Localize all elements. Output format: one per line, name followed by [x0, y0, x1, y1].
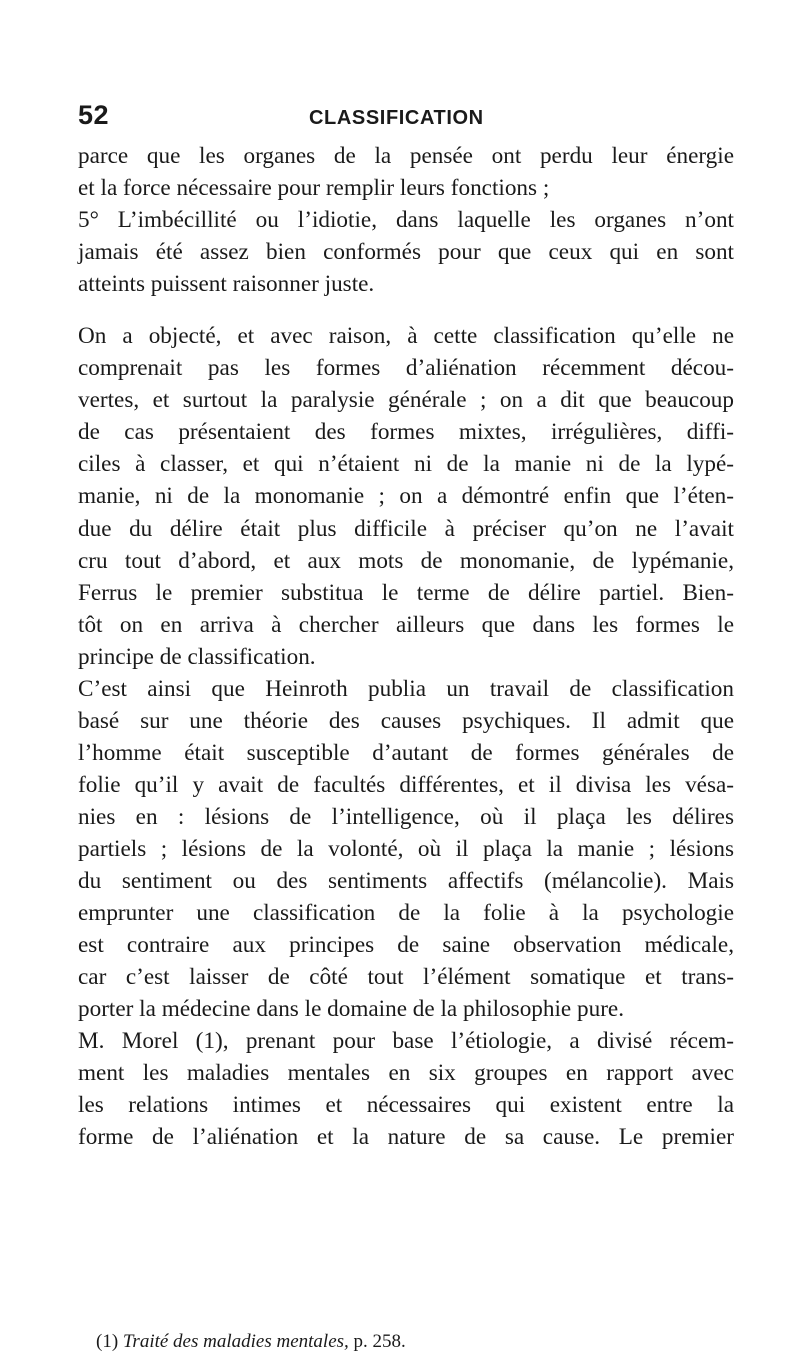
- text-line: tôt on en arriva à chercher ailleurs que dans les formes le: [78, 611, 734, 638]
- text-line: vertes, et surtout la paralysie générale ; on a dit que beaucoup: [78, 387, 734, 414]
- running-head: [78, 96, 734, 136]
- text-line: jamais été assez bien conformés pour que ceux qui en sont: [78, 239, 734, 266]
- text-line: parce que les organes de la pensée ont perdu leur énergie: [78, 143, 734, 169]
- text-line: principe de classification.: [78, 643, 316, 670]
- paragraph-gap: [78, 300, 734, 320]
- text-line: due du délire était plus difficile à préciser qu’on ne l’avait: [78, 515, 734, 542]
- paragraph: [78, 204, 734, 300]
- text-line: forme de l’aliénation et la nature de sa cause. Le premier: [78, 1124, 734, 1151]
- footnote-page-ref: p. 258.: [353, 1331, 406, 1352]
- text-line: de cas présentaient des formes mixtes, irrégulières, diffi-: [78, 419, 734, 446]
- text-line: M. Morel (1), prenant pour base l’étiologie, a divisé récem-: [78, 1028, 734, 1055]
- text-line: l’homme était susceptible d’autant de formes générales de: [78, 739, 734, 766]
- section-title: CLASSIFICATION: [309, 107, 484, 129]
- text-line: 5° L’imbécillité ou l’idiotie, dans laquelle les organes n’ont: [78, 207, 734, 234]
- text-line: car c’est laisser de côté tout l’élément somatique et trans-: [78, 964, 734, 991]
- text-line: folie qu’il y avait de facultés différentes, et il divisa les vésa-: [78, 771, 734, 798]
- text-line: du sentiment ou des sentiments affectifs (mélancolie). Mais: [78, 868, 734, 895]
- text-line: On a objecté, et avec raison, à cette classification qu’elle ne: [78, 323, 734, 350]
- text-line: est contraire aux principes de saine observation médicale,: [78, 932, 734, 959]
- paragraph: [78, 1025, 734, 1153]
- text-line: emprunter une classification de la folie à la psychologie: [78, 900, 734, 927]
- text-line: cru tout d’abord, et aux mots de monomanie, de lypémanie,: [78, 547, 734, 574]
- paragraph: [78, 320, 734, 673]
- footnote: [96, 1331, 406, 1353]
- page-number: 52: [78, 100, 110, 130]
- paragraph: [78, 673, 734, 1026]
- text-line: ciles à classer, et qui n’étaient ni de la manie ni de la lypé-: [78, 451, 734, 478]
- text-line: basé sur une théorie des causes psychiques. Il admit que: [78, 707, 734, 734]
- footnote-title: Traité des maladies mentales,: [122, 1331, 349, 1352]
- text-line: Ferrus le premier substitua le terme de délire partiel. Bien-: [78, 579, 734, 606]
- text-line: manie, ni de la monomanie ; on a démontré enfin que l’éten-: [78, 483, 734, 510]
- footnote-marker: (1): [96, 1331, 119, 1352]
- text-line: partiels ; lésions de la volonté, où il plaça la manie ; lésions: [78, 835, 734, 862]
- text-line: nies en : lésions de l’intelligence, où il plaça les délires: [78, 803, 734, 830]
- text-line: ment les maladies mentales en six groupes en rapport avec: [78, 1060, 734, 1087]
- text-line: et la force nécessaire pour remplir leurs fonctions ;: [78, 175, 550, 202]
- paragraph: [78, 140, 734, 204]
- text-line: atteints puissent raisonner juste.: [78, 271, 375, 298]
- body-text: [78, 140, 734, 1153]
- text-line: C’est ainsi que Heinroth publia un travail de classification: [78, 675, 734, 702]
- text-line: porter la médecine dans le domaine de la philosophie pure.: [78, 996, 625, 1023]
- text-line: les relations intimes et nécessaires qui existent entre la: [78, 1092, 734, 1119]
- text-line: comprenait pas les formes d’aliénation récemment décou-: [78, 355, 734, 382]
